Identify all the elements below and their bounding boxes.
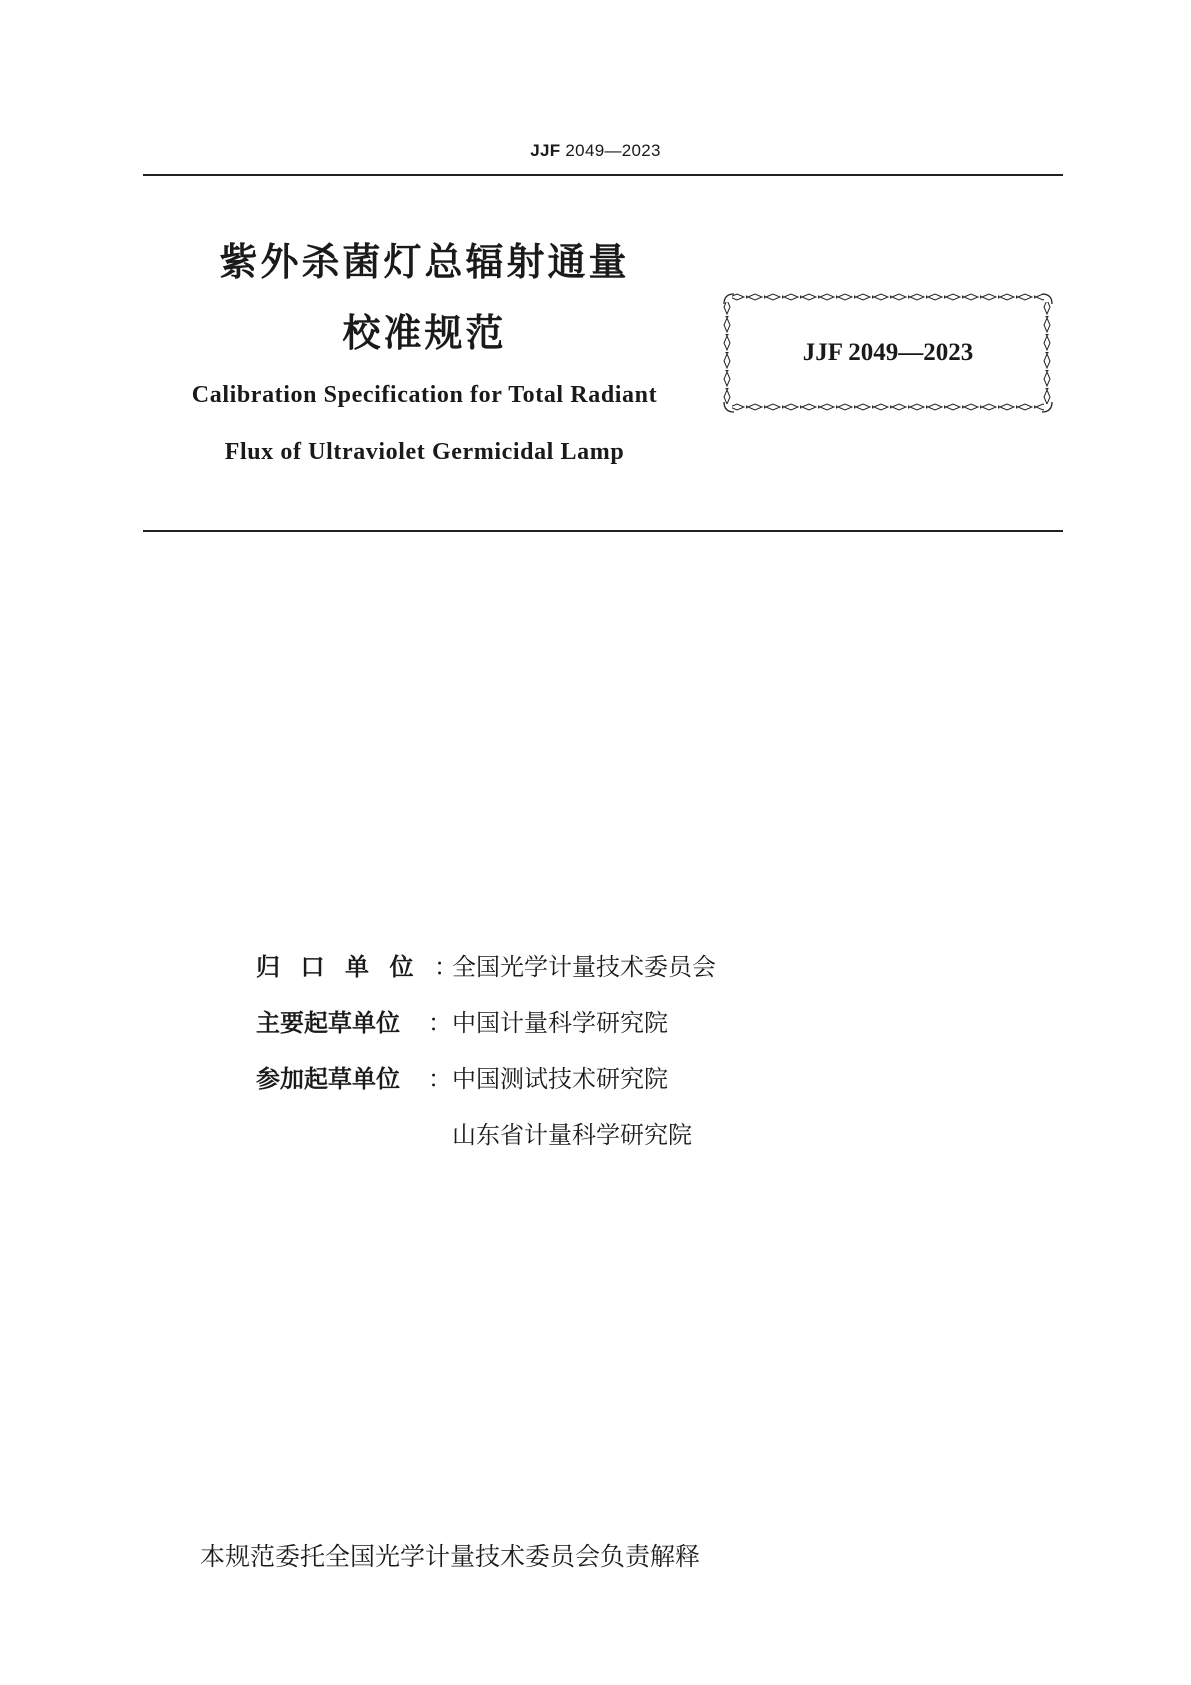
- drafting-units: [256, 936, 716, 1160]
- title-english-line-1: Calibration Specification for Total Radiant: [191, 382, 658, 408]
- unit-value: 中国计量科学研究院: [452, 1008, 668, 1037]
- title-chinese-line-2: 校准规范: [342, 311, 507, 355]
- interpretation-note: 本规范委托全国光学计量技术委员会负责解释: [200, 1542, 701, 1571]
- standard-code: JJF 2049—2023: [802, 339, 974, 366]
- unit-colon: ：: [428, 1008, 452, 1037]
- unit-row-main-drafter: [256, 992, 716, 1048]
- unit-value: 全国光学计量技术委员会: [452, 952, 716, 981]
- title-english-line-2: Flux of Ultraviolet Germicidal Lamp: [224, 439, 625, 465]
- unit-value: 中国测试技术研究院: [452, 1064, 668, 1093]
- unit-row-responsible: [256, 936, 716, 992]
- standard-code-box: [722, 292, 1054, 414]
- running-header: [0, 141, 1191, 161]
- unit-label: 参加起草单位: [256, 1064, 400, 1093]
- unit-label: 主要起草单位: [256, 1008, 400, 1037]
- unit-colon: ：: [434, 952, 458, 981]
- header-prefix: JJF: [530, 141, 561, 160]
- unit-colon: ：: [428, 1064, 452, 1093]
- header-rule: [143, 174, 1063, 176]
- unit-row-participating-drafter: [256, 1048, 716, 1104]
- header-number: 2049—2023: [560, 141, 661, 160]
- unit-value: 山东省计量科学研究院: [452, 1120, 692, 1149]
- unit-row-participating-drafter-2: [256, 1104, 716, 1160]
- title-rule: [143, 530, 1063, 532]
- title-chinese-line-1: 紫外杀菌灯总辐射通量: [219, 240, 630, 284]
- unit-label: 归口单位: [256, 952, 434, 981]
